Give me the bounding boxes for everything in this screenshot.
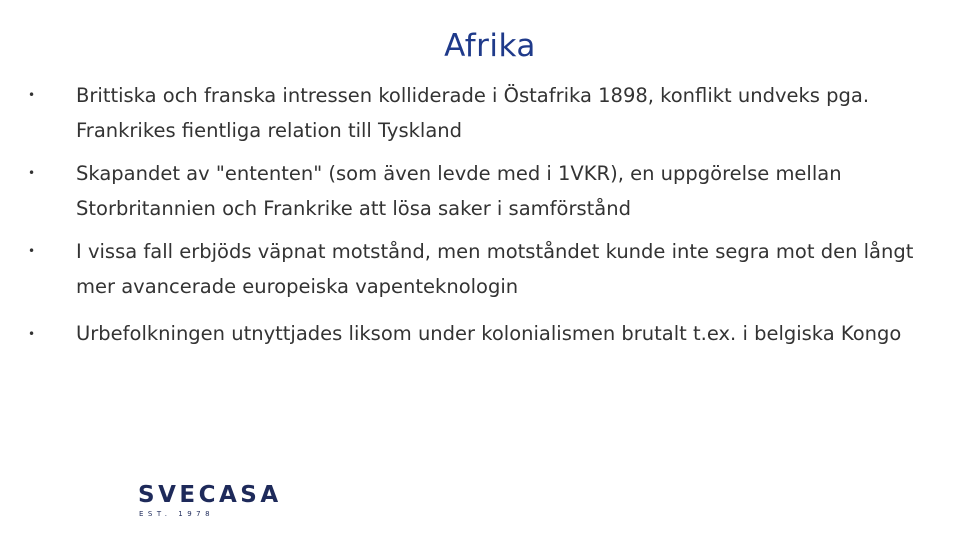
bullet-dot: •	[28, 166, 36, 180]
bullet-text: Brittiska och franska intressen kolliderade i Östafrika 1898, konflikt undveks pga. Frankrikes fientliga relation till Tyskland	[76, 84, 870, 142]
svecasa-logo	[138, 481, 298, 521]
bullet-dot: •	[28, 327, 36, 341]
bullet-text: Skapandet av "ententen" (som även levde med i 1VKR), en uppgörelse mellan Storbritannien och Frankrike att lösa saker i samförstånd	[76, 162, 842, 220]
bullet-item	[28, 312, 928, 356]
bullet-list	[28, 78, 928, 364]
bullet-dot: •	[28, 88, 36, 102]
bullet-dot: •	[28, 244, 36, 258]
logo-established: EST. 1978	[139, 510, 215, 518]
bullet-text: Urbefolkningen utnyttjades liksom under kolonialismen brutalt t.ex. i belgiska Kongo	[76, 322, 902, 345]
logo-wordmark: SVECASA	[138, 482, 282, 508]
bullet-item	[28, 78, 928, 148]
slide-title: Afrika	[444, 28, 536, 64]
bullet-item	[28, 156, 928, 226]
bullet-item	[28, 234, 928, 304]
bullet-text: I vissa fall erbjöds väpnat motstånd, men motståndet kunde inte segra mot den långt mer avancerade europeiska vapenteknologin	[76, 240, 914, 298]
